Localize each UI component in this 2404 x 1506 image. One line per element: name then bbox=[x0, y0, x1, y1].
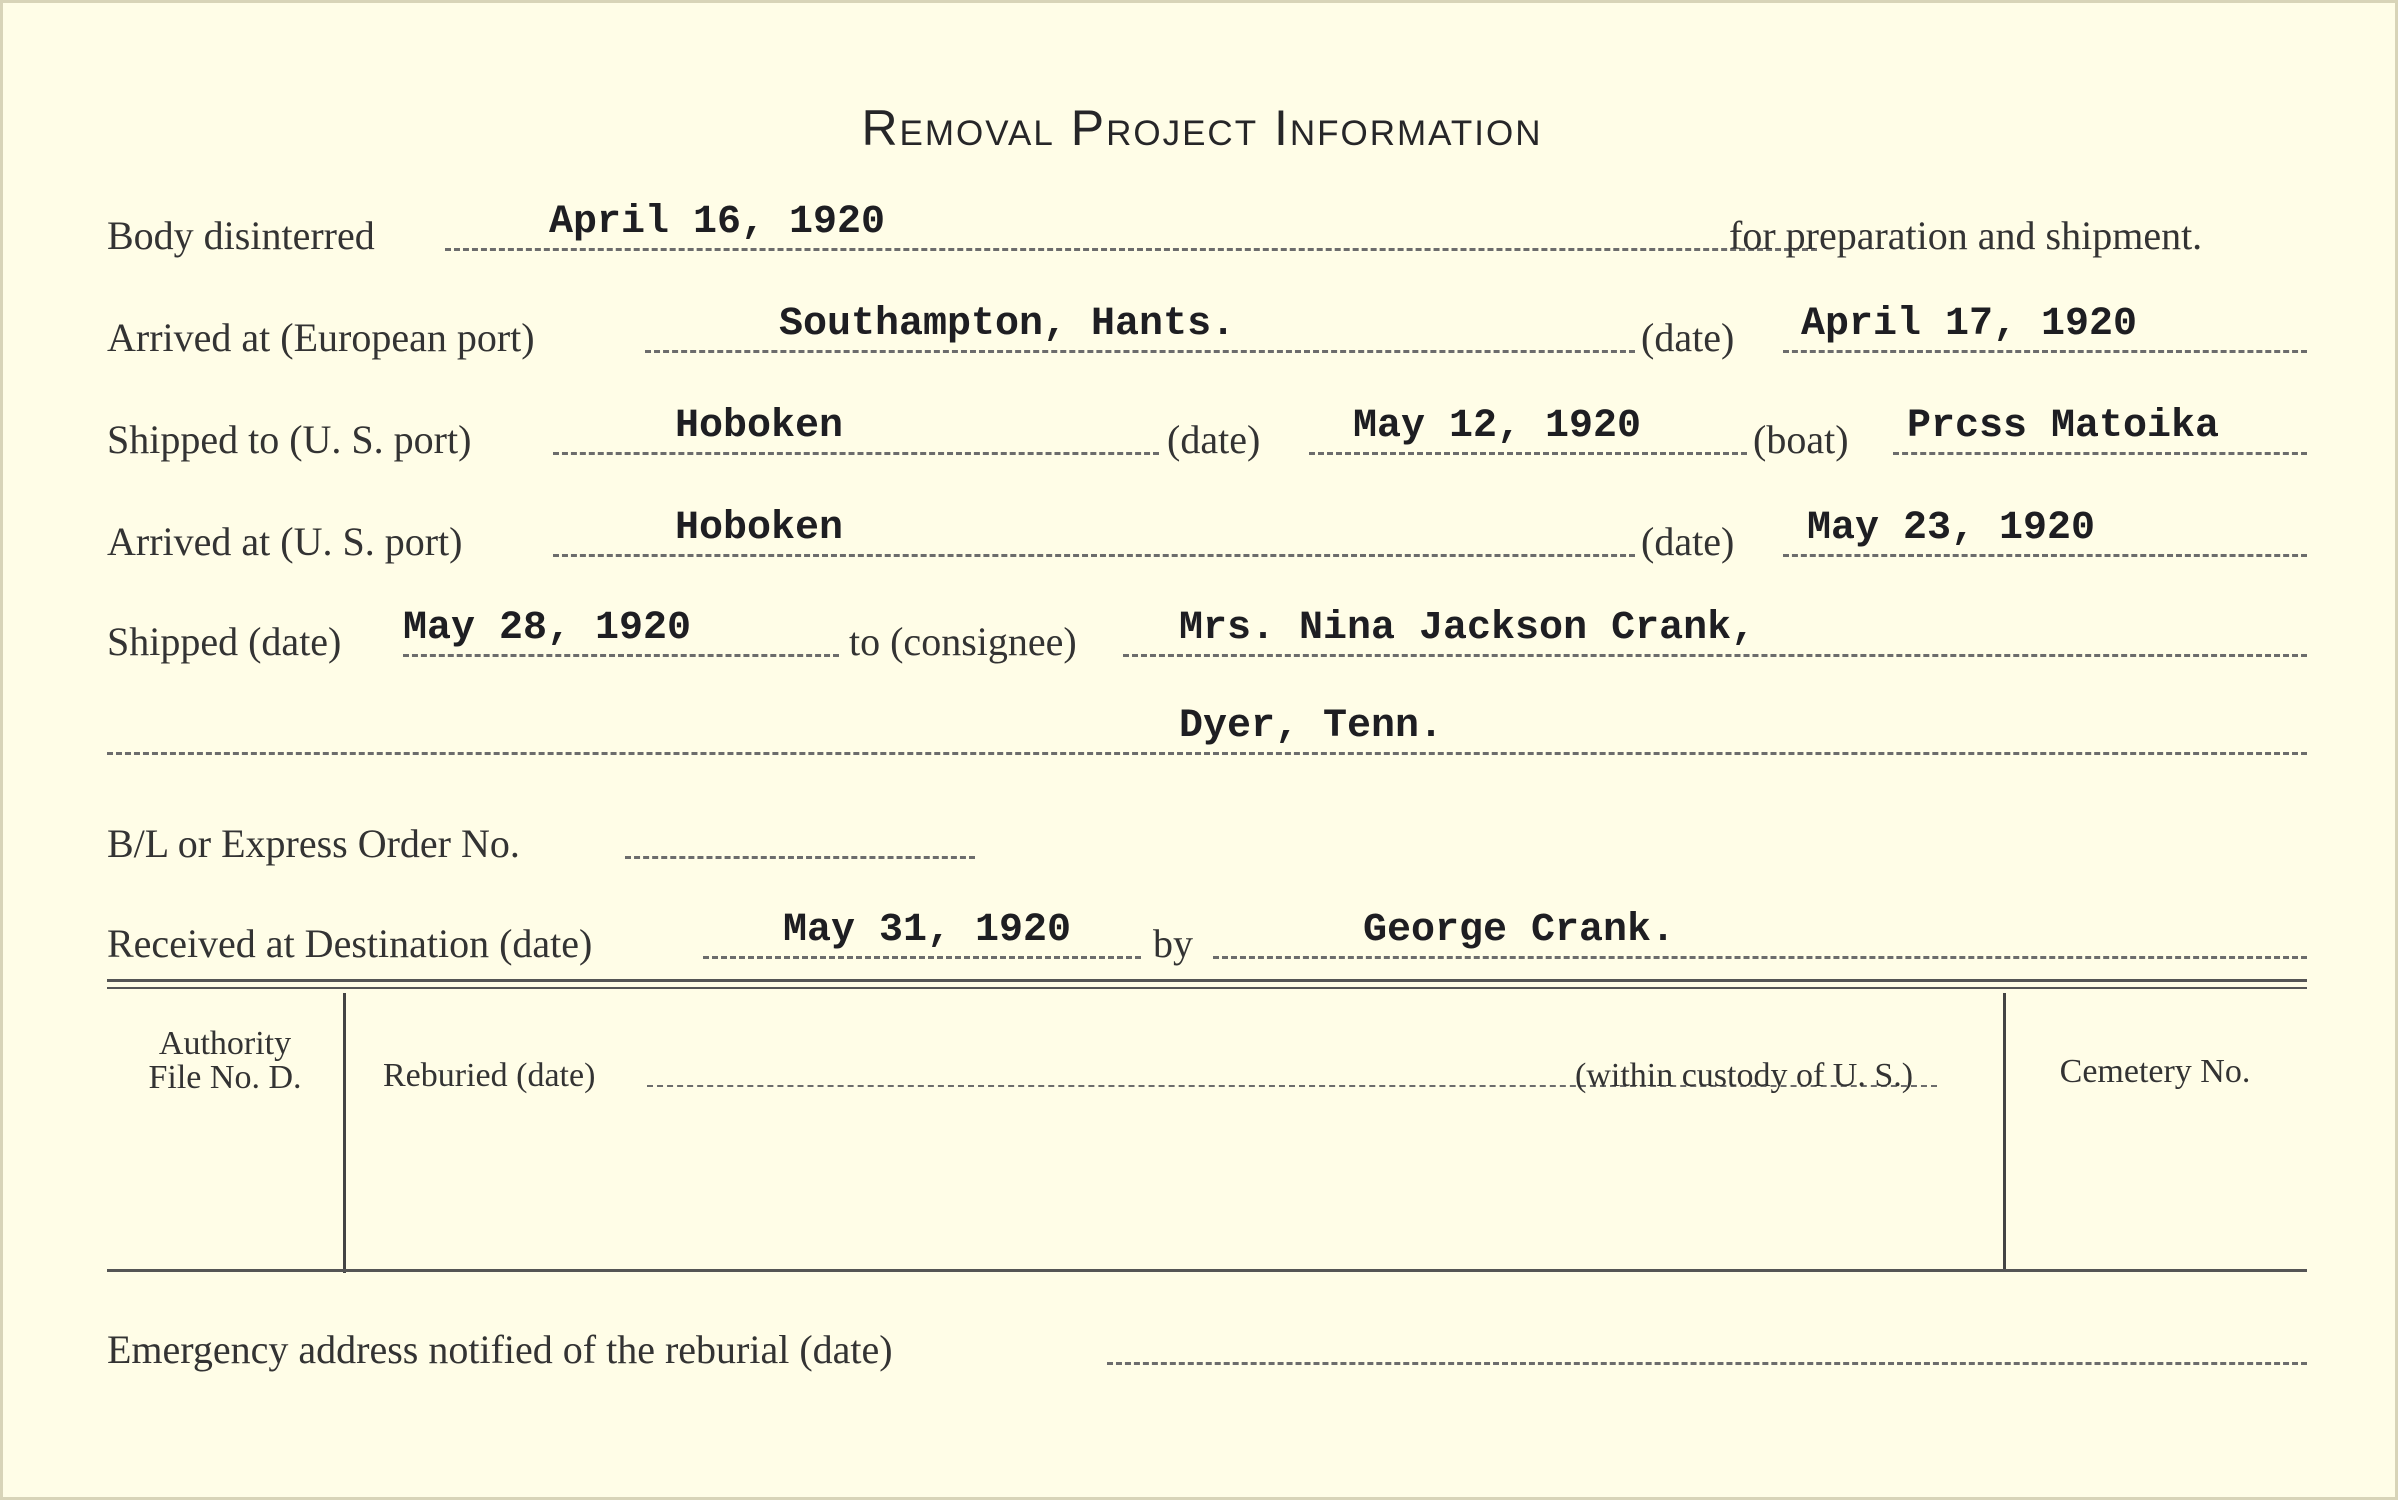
us-port-shipped-value: Hoboken bbox=[675, 404, 844, 449]
shipped-out-date-value: May 28, 1920 bbox=[403, 606, 692, 651]
row-emergency bbox=[107, 1321, 2307, 1381]
row-arrived-european bbox=[107, 302, 2307, 369]
row-arrived-us bbox=[107, 506, 2307, 573]
form-title: Removal Project Information bbox=[861, 100, 1543, 156]
european-date-label: (date) bbox=[1641, 315, 1735, 360]
body-disinterred-label: Body disinterred bbox=[107, 213, 375, 258]
bl-express-line bbox=[625, 856, 975, 859]
us-arrival-date-line bbox=[1783, 554, 2307, 557]
boat-line bbox=[1893, 452, 2307, 455]
consignee-address-line bbox=[107, 752, 2307, 755]
row-reburied bbox=[383, 1043, 1983, 1103]
received-date-value: May 31, 1920 bbox=[783, 908, 1072, 953]
european-port-line bbox=[645, 350, 1635, 353]
cemetery-no-label: Cemetery No. bbox=[2059, 1053, 2251, 1090]
shipped-date-value: May 12, 1920 bbox=[1353, 404, 1642, 449]
european-arrival-date-value: April 17, 1920 bbox=[1801, 302, 2138, 347]
shipped-date-label: (date) bbox=[1167, 417, 1261, 462]
disinterred-date-value: April 16, 1920 bbox=[549, 200, 886, 245]
boat-label: (boat) bbox=[1753, 417, 1849, 462]
row-shipped-to-us bbox=[107, 404, 2307, 471]
row-body-disinterred bbox=[107, 200, 2307, 267]
authority-divider bbox=[343, 993, 346, 1273]
emergency-label: Emergency address notified of the reburial (date) bbox=[107, 1327, 893, 1372]
body-disinterred-line bbox=[445, 248, 1817, 251]
reburied-date-label: Reburied (date) bbox=[383, 1057, 596, 1094]
us-arrival-date-value: May 23, 1920 bbox=[1807, 506, 2096, 551]
european-date-line bbox=[1783, 350, 2307, 353]
us-port-arrived-value: Hoboken bbox=[675, 506, 844, 551]
us-port-shipped-line bbox=[553, 452, 1159, 455]
cemetery-divider bbox=[2003, 993, 2006, 1269]
authority-line2: File No. D. bbox=[148, 1059, 302, 1096]
received-by-line bbox=[1213, 956, 2307, 959]
row-received-destination bbox=[107, 908, 2307, 975]
double-rule-bottom bbox=[107, 987, 2307, 989]
within-custody-label: (within custody of U. S.) bbox=[1575, 1057, 1914, 1094]
by-label: by bbox=[1153, 921, 1193, 966]
consignee-address-value: Dyer, Tenn. bbox=[1179, 704, 1444, 749]
received-date-line bbox=[703, 956, 1141, 959]
arrived-us-label: Arrived at (U. S. port) bbox=[107, 519, 463, 564]
arrived-european-label: Arrived at (European port) bbox=[107, 315, 535, 360]
consignee-value: Mrs. Nina Jackson Crank, bbox=[1179, 606, 1756, 651]
authority-file-label bbox=[107, 1027, 343, 1095]
shipped-out-date-label: Shipped (date) bbox=[107, 619, 342, 664]
consignee-line bbox=[1123, 654, 2307, 657]
european-port-value: Southampton, Hants. bbox=[779, 302, 1236, 347]
for-preparation-label: for preparation and shipment. bbox=[1729, 213, 2203, 258]
shipped-to-us-label: Shipped to (U. S. port) bbox=[107, 417, 472, 462]
authority-line1: Authority bbox=[158, 1025, 292, 1062]
row-shipped-consignee bbox=[107, 606, 2307, 673]
boat-value: Prcss Matoika bbox=[1907, 404, 2220, 449]
received-by-value: George Crank. bbox=[1363, 908, 1676, 953]
us-arrival-date-label: (date) bbox=[1641, 519, 1735, 564]
section-bottom-rule bbox=[107, 1269, 2307, 1272]
bl-express-label: B/L or Express Order No. bbox=[107, 821, 520, 866]
row-bl-express bbox=[107, 815, 2307, 875]
us-port-arrived-line bbox=[553, 554, 1635, 557]
row-consignee-address bbox=[107, 704, 2307, 771]
double-rule-top bbox=[107, 979, 2307, 982]
emergency-date-line bbox=[1107, 1362, 2307, 1365]
shipped-date-line bbox=[1309, 452, 1747, 455]
shipped-out-date-line bbox=[403, 654, 839, 657]
to-consignee-label: to (consignee) bbox=[849, 619, 1077, 664]
received-destination-label: Received at Destination (date) bbox=[107, 921, 593, 966]
